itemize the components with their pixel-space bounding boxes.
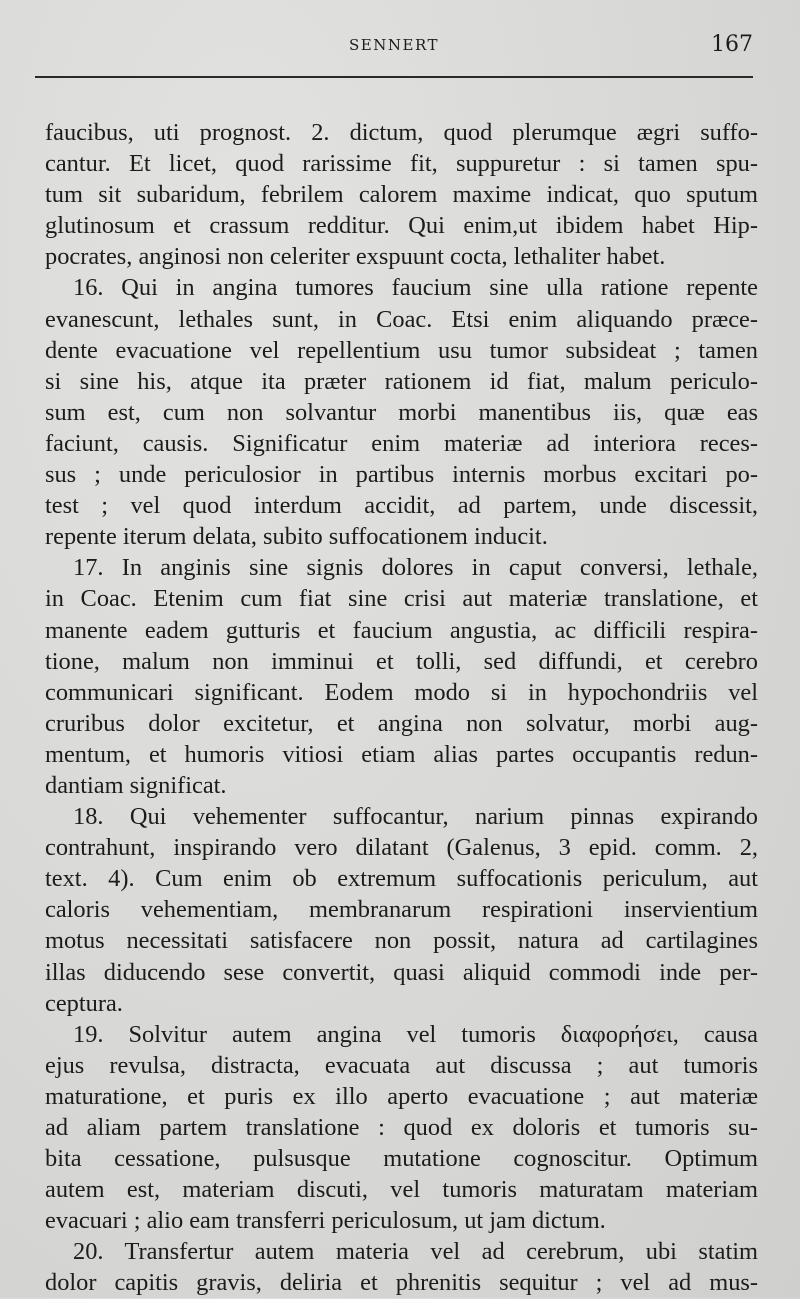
paragraph-17-start: 17. In anginis sine signis dolores in caput conversi, lethale, xyxy=(73,554,758,582)
paragraph-16-start: 16. Qui in angina tumores faucium sine ulla ratione repente xyxy=(73,274,758,302)
header-rule xyxy=(35,76,753,78)
text-line: pocrates, anginosi non celeriter exspuunt cocta, lethaliter habet. xyxy=(45,243,666,271)
paragraph-20-start: 20. Transfertur autem materia vel ad cerebrum, ubi statim xyxy=(73,1238,758,1266)
text-line: maturatione, et puris ex illo aperto evacuatione ; aut materiæ xyxy=(45,1082,758,1110)
text-line: evanescunt, lethales sunt, in Coac. Etsi enim aliquando præce- xyxy=(45,305,758,333)
text-line: autem est, materiam discuti, vel tumoris maturatam materiam xyxy=(45,1176,758,1204)
text-line: text. 4). Cum enim ob extremum suffocationis periculum, aut xyxy=(45,865,758,893)
text-line: ceptura. xyxy=(45,989,123,1017)
paragraph-19-start: 19. Solvitur autem angina vel tumoris διαφορήσει, causa xyxy=(73,1020,758,1048)
text-line: contrahunt, inspirando vero dilatant (Galenus, 3 epid. comm. 2, xyxy=(45,834,758,862)
text-line: repente iterum delata, subito suffocationem inducit. xyxy=(45,523,548,551)
page-number: 167 xyxy=(711,32,753,57)
text-line: illas diducendo sese convertit, quasi aliquid commodi inde per- xyxy=(45,958,758,986)
text-line: motus necessitati satisfacere non possit, natura ad cartilagines xyxy=(45,927,758,955)
page-header xyxy=(35,32,753,60)
text-line: bita cessatione, pulsusque mutatione cognoscitur. Optimum xyxy=(45,1145,758,1173)
text-line: ad aliam partem translatione : quod ex doloris et tumoris su- xyxy=(45,1114,758,1141)
text-line: glutinosum et crassum redditur. Qui enim,ut ibidem habet Hip- xyxy=(45,212,758,240)
paragraph-18-start: 18. Qui vehementer suffocantur, narium pinnas expirando xyxy=(73,803,758,831)
body-text xyxy=(45,117,758,1299)
text-line: test ; vel quod interdum accidit, ad partem, unde discessit, xyxy=(45,492,758,520)
text-line: dente evacuatione vel repellentium usu tumor subsideat ; tamen xyxy=(45,336,758,364)
text-line: sum est, cum non solvantur morbi manentibus iis, quæ eas xyxy=(45,398,758,426)
text-line: evacuari ; alio eam transferri periculosum, ut jam dictum. xyxy=(45,1207,606,1235)
text-line: faucibus, uti prognost. 2. dictum, quod plerumque ægri suffo- xyxy=(45,119,758,146)
text-line: faciunt, causis. Significatur enim materiæ ad interiora reces- xyxy=(45,429,758,457)
text-line: dolor capitis gravis, deliria et phrenitis sequitur ; vel ad mus- xyxy=(45,1269,758,1297)
text-line: tum sit subaridum, febrilem calorem maxime indicat, quo sputum xyxy=(45,181,758,209)
text-line: dantiam significat. xyxy=(45,771,227,799)
text-line: ejus revulsa, distracta, evacuata aut discussa ; aut tumoris xyxy=(45,1051,758,1079)
text-line: si sine his, atque ita præter rationem id fiat, malum periculo- xyxy=(45,367,758,395)
text-line: manente eadem gutturis et faucium angustia, ac difficili respira- xyxy=(45,616,758,644)
text-line: cruribus dolor excitetur, et angina non solvatur, morbi aug- xyxy=(45,709,758,737)
text-line: cantur. Et licet, quod rarissime fit, suppuretur : si tamen spu- xyxy=(45,150,758,178)
text-line: in Coac. Etenim cum fiat sine crisi aut materiæ translatione, et xyxy=(45,585,758,613)
running-head: SENNERT xyxy=(349,36,439,54)
text-line: caloris vehementiam, membranarum respirationi inservientium xyxy=(45,896,758,924)
text-line: mentum, et humoris vitiosi etiam alias partes occupantis redun- xyxy=(45,740,758,768)
text-line: sus ; unde periculosior in partibus internis morbus excitari po- xyxy=(45,461,758,489)
text-line: tione, malum non imminui et tolli, sed diffundi, et cerebro xyxy=(45,647,758,675)
text-line: communicari significant. Eodem modo si in hypochondriis vel xyxy=(45,678,758,706)
